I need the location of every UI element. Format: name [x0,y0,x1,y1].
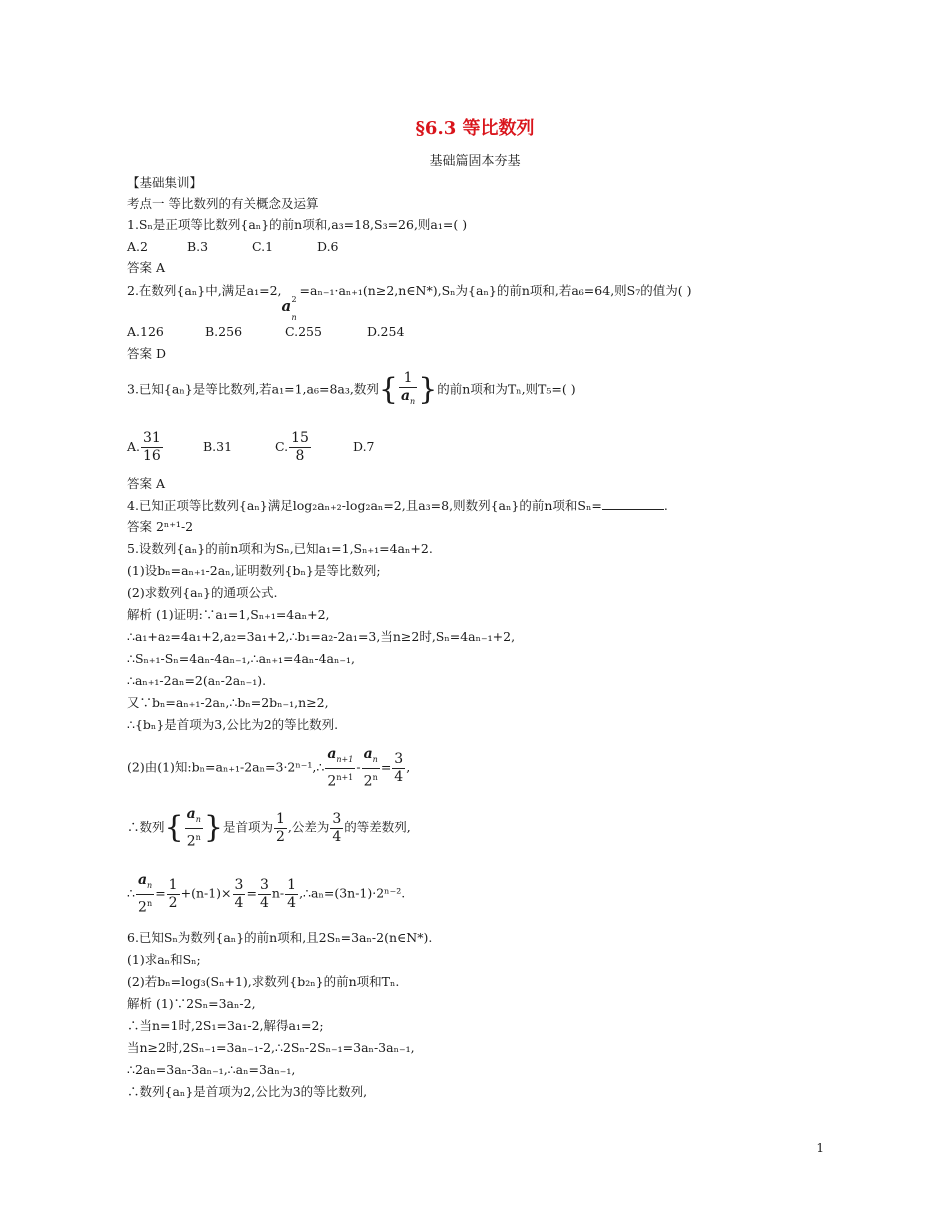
topic-heading: 考点一 等比数列的有关概念及运算 [127,196,319,211]
question-6-part-2: (2)若bₙ=log₃(Sₙ+1),求数列{b₂ₙ}的前n项和Tₙ. [127,974,400,989]
solution-line: ∴Sₙ₊₁-Sₙ=4aₙ-4aₙ₋₁,∴aₙ₊₁=4aₙ-4aₙ₋₁, [127,651,355,666]
solution-line: 当n≥2时,2Sₙ₋₁=3aₙ₋₁-2,∴2Sₙ-2Sₙ₋₁=3aₙ-3aₙ₋₁, [127,1040,415,1055]
question-4-text: 4.已知正项等比数列{aₙ}满足log₂aₙ₊₂-log₂aₙ=2,且a₃=8,则数列{aₙ}的前n项和Sₙ= [127,498,602,513]
page-title: §6.3 等比数列 [415,118,535,139]
option: B.256 [205,324,243,339]
question-2-text: 2.在数列{aₙ}中,满足a₁=2, [127,283,282,298]
solution-line: ∴{bₙ}是首项为3,公比为2的等比数列. [127,717,339,732]
option: C.255 [285,324,322,339]
question-6: 6.已知Sₙ为数列{aₙ}的前n项和,且2Sₙ=3aₙ-2(n∈N*). [127,930,433,945]
question-2-text-cont: =aₙ₋₁·aₙ₊₁(n≥2,n∈N*),Sₙ为{aₙ}的前n项和,若a₆=64,则S₇的值为( ) [299,283,692,298]
question-2-options [127,323,404,341]
option: B.31 [203,439,233,454]
question-4: 4.已知正项等比数列{aₙ}满足log₂aₙ₊₂-log₂aₙ=2,且a₃=8,则数列{aₙ}的前n项和Sₙ= . [127,498,668,513]
option: D.6 [317,239,339,254]
solution-line: ∴2aₙ=3aₙ-3aₙ₋₁,∴aₙ=3aₙ₋₁, [127,1062,296,1077]
question-3-answer: 答案 A [127,476,166,491]
option: C.1 [252,239,274,254]
solution-line: ∴a₁+a₂=4a₁+2,a₂=3a₁+2,∴b₁=a₂-2a₁=3,当n≥2时,Sₙ=4aₙ₋₁+2, [127,629,516,644]
solution-text: ,∴aₙ=(3n-1)·2ⁿ⁻². [299,885,406,901]
solution-line-fraction: ∴ $\frac{a_n}{2^n}$ = $\frac{1}{2}$ +(n-1)× $\frac{3}{4}$ = $\frac{3}{4}$ n- $\frac{1}{4}$ ,∴aₙ=(3n-1)·2ⁿ⁻². [127,872,406,916]
question-4-answer: 答案 2ⁿ⁺¹-2 [127,519,194,534]
solution-line: ∴当n=1时,2S₁=3a₁-2,解得a₁=2; [127,1018,324,1033]
question-3: 3.已知{aₙ}是等比数列,若a₁=1,a₆=8a₃,数列{ $\frac{1}{a_n}$ }的前n项和为Tₙ,则T₅=( ) [127,370,576,407]
option: C. [275,439,289,454]
solution-line: 解析 (1)∵2Sₙ=3aₙ-2, [127,996,256,1011]
option: A.126 [127,324,164,339]
solution-text: ∴数列 [127,819,165,835]
question-1: 1.Sₙ是正项等比数列{aₙ}的前n项和,a₃=18,S₃=26,则a₁=( ) [127,217,468,232]
question-3-options: A. $\frac{31}{16}$ B.31 C. $\frac{15}{8}$ D.7 [127,430,375,464]
question-2: 2.在数列{aₙ}中,满足a₁=2, a n 2 =aₙ₋₁·aₙ₊₁(n≥2,n∈N*),Sₙ为{aₙ}的前n项和,若a₆=64,则S₇的值为( ) [127,283,692,322]
question-5-part-2: (2)求数列{aₙ}的通项公式. [127,585,278,600]
solution-line: ∴数列{aₙ}是首项为2,公比为3的等比数列, [127,1084,368,1099]
solution-text: ,公差为 [287,819,330,835]
question-2-answer: 答案 D [127,346,166,361]
solution-line-fraction: ∴数列{ $\frac{a_n}{2^n}$ }是首项为 $\frac{1}{2}$ ,公差为 $\frac{3}{4}$ 的等差数列, [127,806,411,850]
solution-line: 又∵bₙ=aₙ₊₁-2aₙ,∴bₙ=2bₙ₋₁,n≥2, [127,695,329,710]
answer-blank [602,497,664,510]
option: A. [127,439,141,454]
solution-line-fraction: (2)由(1)知:bₙ=aₙ₊₁-2aₙ=3·2ⁿ⁻¹,∴ $\frac{a_{n+1}}{2^{n+1}}$ - $\frac{a_n}{2^n}$ = $\frac{3}{4}$ , [127,746,411,790]
solution-text: +(n-1)× [180,885,232,901]
question-5: 5.设数列{aₙ}的前n项和为Sₙ,已知a₁=1,Sₙ₊₁=4aₙ+2. [127,541,433,556]
option: D.7 [353,439,375,454]
question-1-answer: 答案 A [127,260,166,275]
question-6-part-1: (1)求aₙ和Sₙ; [127,952,201,967]
solution-text: 的等差数列, [344,819,411,835]
question-3-text: 3.已知{aₙ}是等比数列,若a₁=1,a₆=8a₃,数列 [127,381,379,397]
option: A.2 [127,239,148,254]
question-3-text-cont: 的前n项和为Tₙ,则T₅=( ) [437,381,576,397]
section-heading: 【基础集训】 [127,175,203,190]
solution-line: 解析 (1)证明:∵a₁=1,Sₙ₊₁=4aₙ+2, [127,607,330,622]
option: D.254 [367,324,405,339]
option: B.3 [187,239,209,254]
page-subtitle: 基础篇固本夯基 [429,154,521,169]
page-number: 1 [816,1141,824,1155]
question-5-part-1: (1)设bₙ=aₙ₊₁-2aₙ,证明数列{bₙ}是等比数列; [127,563,381,578]
question-1-options [127,238,339,256]
solution-text: 是首项为 [222,819,273,835]
solution-line: ∴aₙ₊₁-2aₙ=2(aₙ-2aₙ₋₁). [127,673,267,688]
solution-text: (2)由(1)知:bₙ=aₙ₊₁-2aₙ=3·2ⁿ⁻¹,∴ [127,759,325,775]
